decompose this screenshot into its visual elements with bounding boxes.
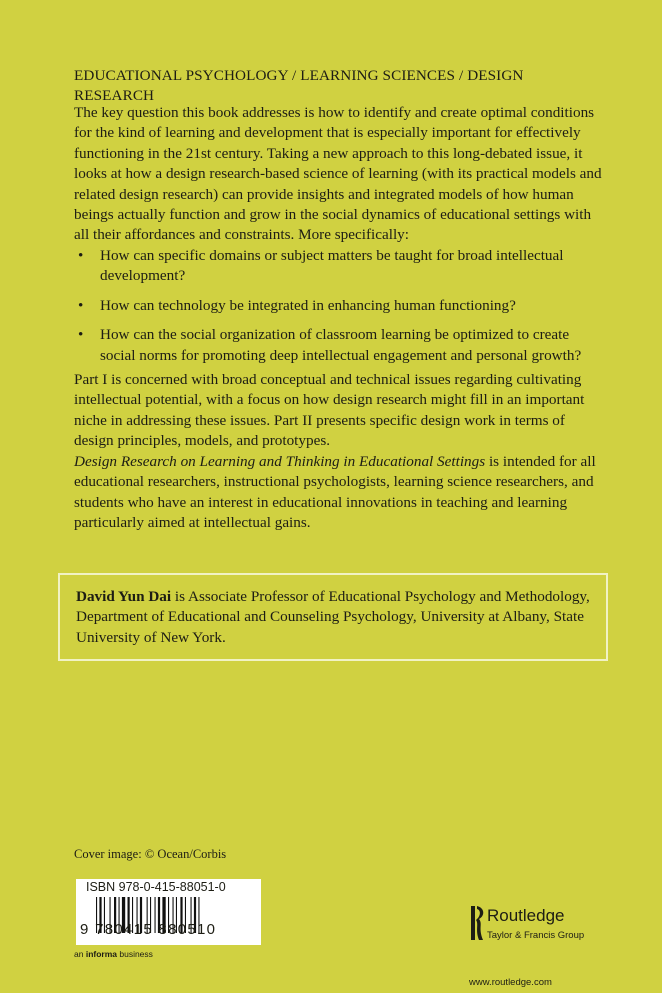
list-item: • How can technology be integrated in enhancing human functioning? [78,296,516,314]
list-item: • How can the social organization of classroom learning be optimized to create social norms for promoting deep intellectual engagement and personal growth? [78,326,582,364]
publisher-group: Taylor & Francis Group [487,930,585,941]
isbn-text: ISBN 978-0-415-88051-0 [86,880,226,894]
parts-paragraph: Part I is concerned with broad conceptual and technical issues regarding cultivating intellectual potential, with a focus on how design research might fill in an important niche in addressing these issues. Part II presents specific design work in terms of design principles, models, and prototypes. [74,371,585,450]
author-bio-box: David Yun Dai is Associate Professor of Educational Psychology and Methodology, Department of Educational and Counseling Psychology, University at Albany, State University of New York. [58,573,608,661]
author-name: David Yun Dai [76,588,172,605]
list-item: • How can specific domains or subject matters be taught for broad intellectual development? [78,247,564,285]
cover-credit: Cover image: © Ocean/Corbis [74,847,227,861]
routledge-logo-icon [471,906,485,940]
book-title: Design Research on Learning and Thinking in Educational Settings [74,453,486,470]
barcode-number: 9 780415 880510 [80,921,217,938]
question-list [74,246,604,375]
intro-paragraph: The key question this book addresses is how to identify and create optimal conditions for the kind of learning and development that is especially important for effectively functioning in the 21st century. Taking a new approach to this long-debated issue, it looks at how a design research-based science of learning (with its practical models and related design research) can provide insights and integrated models of how human beings actually function and grow in the social dynamics of educational settings with all their affordances and constraints. More specifically: [74,104,602,244]
publisher-url: www.routledge.com [469,977,552,988]
isbn-barcode [76,879,261,945]
series-heading: EDUCATIONAL PSYCHOLOGY / LEARNING SCIENCES / DESIGN RESEARCH [74,67,524,105]
audience-paragraph: Design Research on Learning and Thinking in Educational Settings is intended for all educational researchers, instructional psychologists, learning science researchers, and students who have an interest in educational innovations in teaching and learning particularly aimed at intellectual gains. [74,453,596,532]
informa-tagline: an informa business [74,949,153,959]
publisher-name: Routledge [487,906,565,925]
